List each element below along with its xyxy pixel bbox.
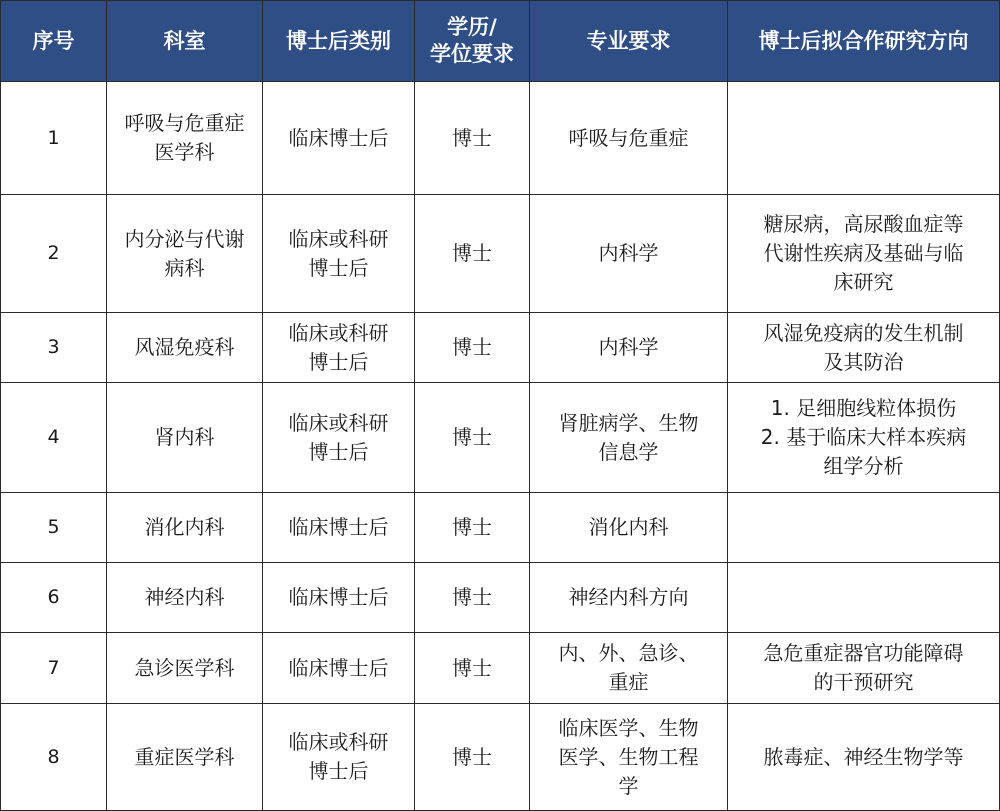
cell-index: 3	[1, 313, 107, 383]
cell-major-line: 神经内科方向	[568, 585, 689, 609]
cell-index: 7	[1, 633, 107, 704]
cell-department	[107, 563, 263, 633]
cell-research-line: 2. 基于临床大样本疾病	[760, 425, 967, 449]
cell-major-line: 医学、生物工程	[558, 744, 699, 769]
cell-postdoc-type-line: 临床博士后	[288, 585, 389, 609]
cell-postdoc-type	[263, 82, 415, 195]
cell-postdoc-type-line: 临床或科研	[288, 320, 389, 345]
cell-postdoc-type	[263, 704, 415, 811]
cell-major-line: 学	[618, 773, 639, 798]
cell-index: 5	[1, 493, 107, 563]
cell-postdoc-type	[263, 383, 415, 493]
cell-major-line: 内、外、急诊、	[558, 641, 699, 665]
cell-research	[728, 704, 1000, 811]
cell-department	[107, 704, 263, 811]
cell-degree: 博士	[415, 704, 530, 811]
header-degree-line2: 学位要求	[430, 42, 514, 66]
cell-postdoc-type-line: 临床或科研	[288, 226, 389, 251]
cell-major	[530, 493, 728, 563]
cell-department-line: 风湿免疫科	[134, 335, 235, 359]
cell-degree: 博士	[415, 383, 530, 493]
cell-degree: 博士	[415, 563, 530, 633]
cell-postdoc-type	[263, 563, 415, 633]
cell-postdoc-type-line: 博士后	[308, 759, 369, 783]
cell-index: 2	[1, 195, 107, 313]
cell-research	[728, 82, 1000, 195]
cell-postdoc-type-line: 临床博士后	[288, 125, 389, 150]
cell-major	[530, 383, 728, 493]
cell-postdoc-type-line: 临床或科研	[288, 410, 389, 435]
cell-postdoc-type-line: 博士后	[308, 255, 369, 280]
cell-department-line: 医学科	[154, 140, 215, 164]
cell-research-line: 1. 足细胞线粒体损伤	[770, 396, 957, 420]
cell-postdoc-type-line: 博士后	[308, 349, 369, 374]
cell-postdoc-type	[263, 633, 415, 704]
table-row	[1, 383, 1000, 493]
header-degree	[415, 1, 530, 82]
cell-department-line: 病科	[164, 255, 205, 280]
cell-major-line: 内科学	[598, 335, 659, 359]
cell-research-line: 及其防治	[823, 349, 904, 374]
header-index: 序号	[1, 1, 107, 82]
cell-major	[530, 82, 728, 195]
table-row	[1, 313, 1000, 383]
cell-research-line: 糖尿病，高尿酸血症等	[763, 212, 964, 236]
cell-department-line: 神经内科	[144, 585, 225, 609]
cell-postdoc-type	[263, 493, 415, 563]
cell-major-line: 临床医学、生物	[558, 715, 699, 740]
cell-research-line: 风湿免疫病的发生机制	[763, 320, 964, 345]
cell-major-line: 信息学	[598, 439, 659, 464]
header-degree-line1: 学历/	[447, 15, 497, 39]
header-row	[1, 1, 1000, 82]
cell-major	[530, 563, 728, 633]
table-row	[1, 704, 1000, 811]
cell-research-line: 的干预研究	[813, 670, 914, 694]
cell-major	[530, 704, 728, 811]
header-research: 博士后拟合作研究方向	[728, 1, 1000, 82]
table-row	[1, 195, 1000, 313]
header-postdoc-type: 博士后类别	[263, 1, 415, 82]
cell-major	[530, 195, 728, 313]
cell-degree: 博士	[415, 82, 530, 195]
cell-major-line: 呼吸与危重症	[568, 125, 689, 150]
cell-department	[107, 82, 263, 195]
cell-department-line: 消化内科	[144, 515, 225, 539]
cell-major-line: 内科学	[598, 241, 659, 265]
cell-postdoc-type	[263, 313, 415, 383]
cell-major	[530, 633, 728, 704]
cell-research	[728, 493, 1000, 563]
cell-department	[107, 313, 263, 383]
cell-research	[728, 313, 1000, 383]
cell-postdoc-type-line: 博士后	[308, 439, 369, 464]
table-row	[1, 633, 1000, 704]
cell-research-line: 代谢性疾病及基础与临	[763, 241, 964, 265]
cell-major-line: 肾脏病学、生物	[558, 410, 699, 435]
cell-research	[728, 383, 1000, 493]
cell-postdoc-type-line: 临床或科研	[288, 730, 389, 754]
cell-index: 1	[1, 82, 107, 195]
table-header	[1, 1, 1000, 82]
table-row	[1, 493, 1000, 563]
cell-major-line: 消化内科	[588, 515, 669, 539]
cell-major	[530, 313, 728, 383]
cell-index: 4	[1, 383, 107, 493]
cell-postdoc-type	[263, 195, 415, 313]
cell-postdoc-type-line: 临床博士后	[288, 515, 389, 539]
cell-index: 6	[1, 563, 107, 633]
cell-index: 8	[1, 704, 107, 811]
cell-research	[728, 633, 1000, 704]
cell-research	[728, 563, 1000, 633]
table-row	[1, 563, 1000, 633]
cell-department	[107, 633, 263, 704]
cell-department-line: 急诊医学科	[134, 655, 235, 680]
cell-department-line: 肾内科	[154, 425, 215, 449]
cell-department-line: 重症医学科	[134, 744, 235, 769]
cell-department	[107, 195, 263, 313]
header-department: 科室	[107, 1, 263, 82]
cell-degree: 博士	[415, 313, 530, 383]
cell-research-line: 组学分析	[823, 454, 904, 478]
cell-postdoc-type-line: 临床博士后	[288, 655, 389, 680]
cell-research-line: 急危重症器官功能障碍	[763, 641, 964, 665]
cell-degree: 博士	[415, 633, 530, 704]
cell-department	[107, 493, 263, 563]
cell-department-line: 呼吸与危重症	[124, 111, 245, 135]
cell-major-line: 重症	[608, 670, 649, 694]
cell-department	[107, 383, 263, 493]
cell-research	[728, 195, 1000, 313]
cell-degree: 博士	[415, 493, 530, 563]
table-body	[1, 82, 1000, 811]
header-major: 专业要求	[530, 1, 728, 82]
cell-research-line: 床研究	[833, 270, 894, 294]
table-row	[1, 82, 1000, 195]
cell-degree: 博士	[415, 195, 530, 313]
cell-department-line: 内分泌与代谢	[124, 226, 245, 251]
cell-research-line: 脓毒症、神经生物学等	[763, 744, 964, 769]
